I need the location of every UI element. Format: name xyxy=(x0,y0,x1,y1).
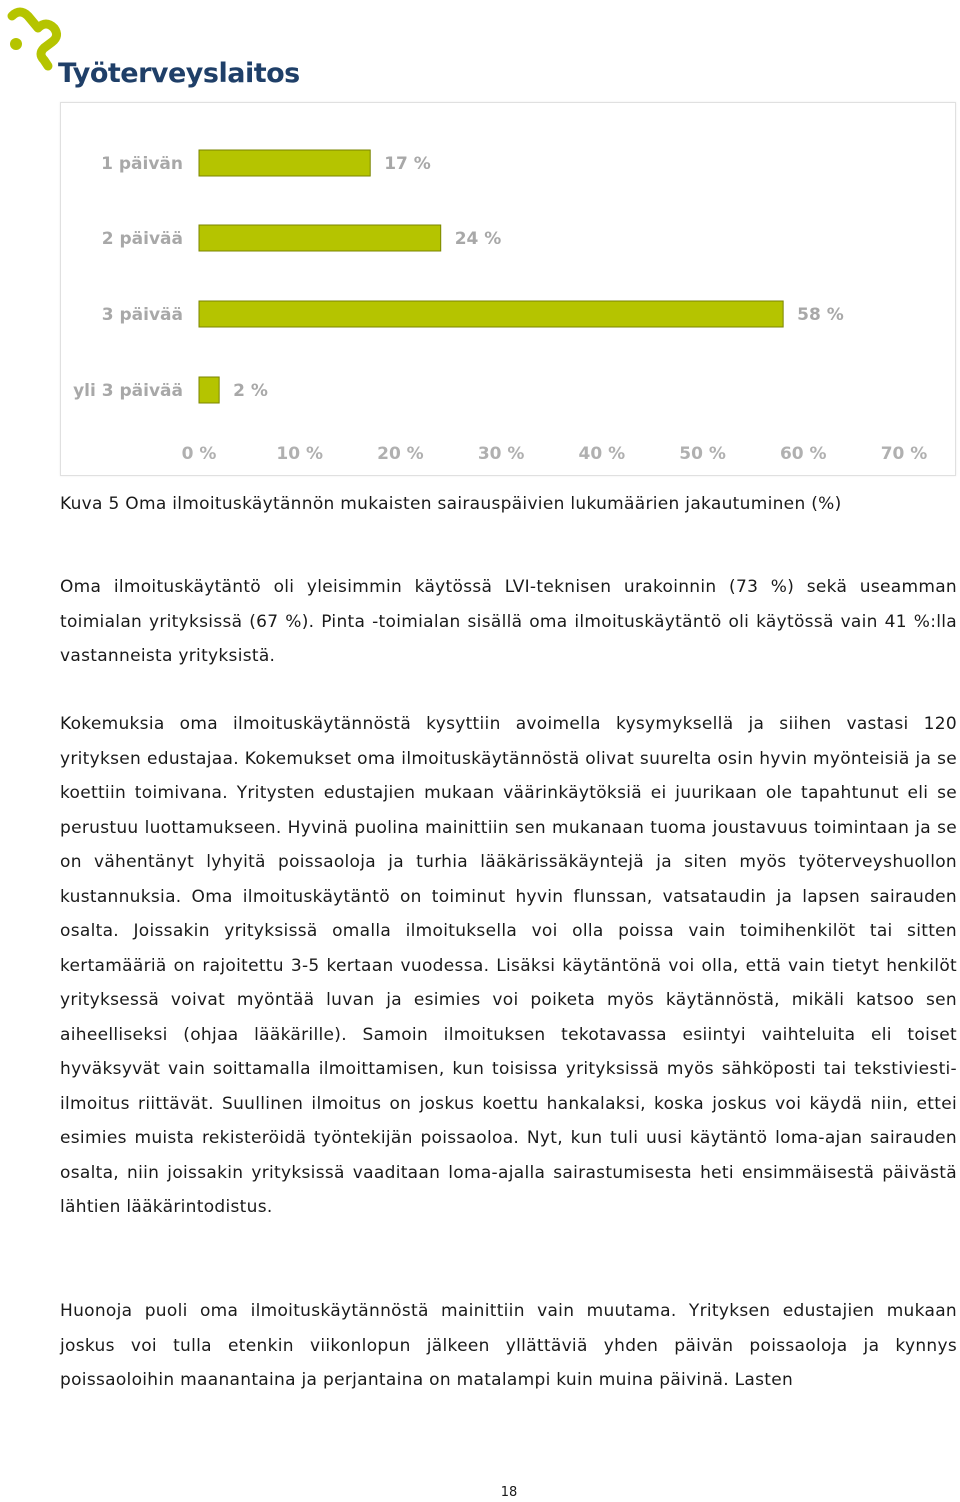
logo-text: Työterveyslaitos xyxy=(58,58,300,89)
paragraph-1: Oma ilmoituskäytäntö oli yleisimmin käytössä LVI-teknisen urakoinnin (73 %) sekä useamman toimialan yrityksissä (67 %). Pinta -toimialan sisällä oma ilmoituskäytäntö oli käytössä vain 41 %:lla vastanneista yrityksistä. xyxy=(60,577,957,666)
x-tick-label-5: 40 % xyxy=(578,444,626,464)
data-labels xyxy=(233,154,844,401)
x-tick-label-2: 10 % xyxy=(276,444,324,464)
x-tick-label-6: 50 % xyxy=(679,444,726,464)
x-tick-label-1: 0 % xyxy=(181,444,217,464)
category-label-4: yli 3 päivää xyxy=(73,381,183,401)
page-number: 18 xyxy=(500,1485,518,1500)
paragraph-3: Huonoja puoli oma ilmoituskäytännöstä mainittiin vain muutama. Yrityksen edustajien mukaan joskus voi tulla etenkin viikonlopun jälkeen yllättäviä yhden päivän poissaoloja ja kynnys poissaoloihin maanantaina ja perjantaina on matalampi kuin muina päivinä. Lasten xyxy=(60,1301,957,1390)
data-label-1: 17 % xyxy=(384,154,431,174)
category-label-3: 3 päivää xyxy=(101,305,183,325)
category-label-2: 2 päivää xyxy=(101,229,183,249)
figure-caption: Kuva 5 Oma ilmoituskäytännön mukaisten sairauspäivien lukumäärien jakautuminen (%) xyxy=(60,494,842,514)
x-tick-label-8: 70 % xyxy=(880,444,928,464)
data-label-3: 58 % xyxy=(797,305,844,325)
category-labels xyxy=(73,154,183,401)
x-tick-label-7: 60 % xyxy=(779,444,827,464)
bar-2 xyxy=(199,225,441,251)
paragraph-2: Kokemuksia oma ilmoituskäytännöstä kysyttiin avoimella kysymyksellä ja siihen vastasi 120 yrityksen edustajaa. Kokemukset oma ilmoituskäytännöstä olivat suurelta osin hyvin myönteisiä ja se koettiin toimivana. Yritysten edustajien mukaan väärinkäytöksiä ei juurikaan ole tapahtunut eli se perustuu luottamukseen. Hyvinä puolina mainittiin sen mukanaan tuoma joustavuus toimintaan ja se on vähentänyt lyhyitä poissaoloja ja turhia lääkärissäkäyntejä ja siten myös työterveyshuollon kustannuksia. Oma ilmoituskäytäntö on toiminut hyvin flunssan, vatsataudin ja lapsen sairauden osalta. Joissakin yrityksissä omalla ilmoituksella voi olla poissa vain toimihenkilöt tai sitten kertamääriä on rajoitettu 3-5 kertaan vuodessa. Lisäksi käytäntönä voi olla, että vain tietyt henkilöt yrityksessä voivat myöntää luvan ja esimies voi poiketa myös käytännöstä, mikäli katsoo sen aiheelliseksi (ohjaa lääkärille). Samoin ilmoituksen tekotavassa esiintyi vaihteluita eli toiset hyväksyvät vain soittamalla ilmoittamisen, kun toisissa yrityksissä myös sähköposti tai tekstiviesti-ilmoitus riittävät. Suullinen ilmoitus on joskus koettu hankalaksi, koska joskus voi käydä niin, ettei esimies muista rekisteröidä työntekijän poissaoloa. Nyt, kun tuli uusi käytäntö loma-ajan sairauden osalta, niin joissakin yrityksissä vaaditaan loma-ajalla sairastumisesta heti ensimmäisestä päivästä lähtien lääkärintodistus. xyxy=(60,714,957,1217)
x-axis-ticks xyxy=(182,444,928,464)
bars xyxy=(199,150,783,403)
bar-4 xyxy=(199,377,219,403)
logo xyxy=(4,4,300,96)
data-label-4: 2 % xyxy=(233,381,268,401)
bar-1 xyxy=(199,150,370,176)
x-tick-label-3: 20 % xyxy=(377,444,424,464)
data-label-2: 24 % xyxy=(454,229,502,249)
category-label-1: 1 päivän xyxy=(101,154,183,174)
x-tick-label-4: 30 % xyxy=(477,444,525,464)
bar-chart xyxy=(60,102,956,476)
bar-3 xyxy=(199,301,783,327)
bar-chart-svg xyxy=(61,103,955,475)
